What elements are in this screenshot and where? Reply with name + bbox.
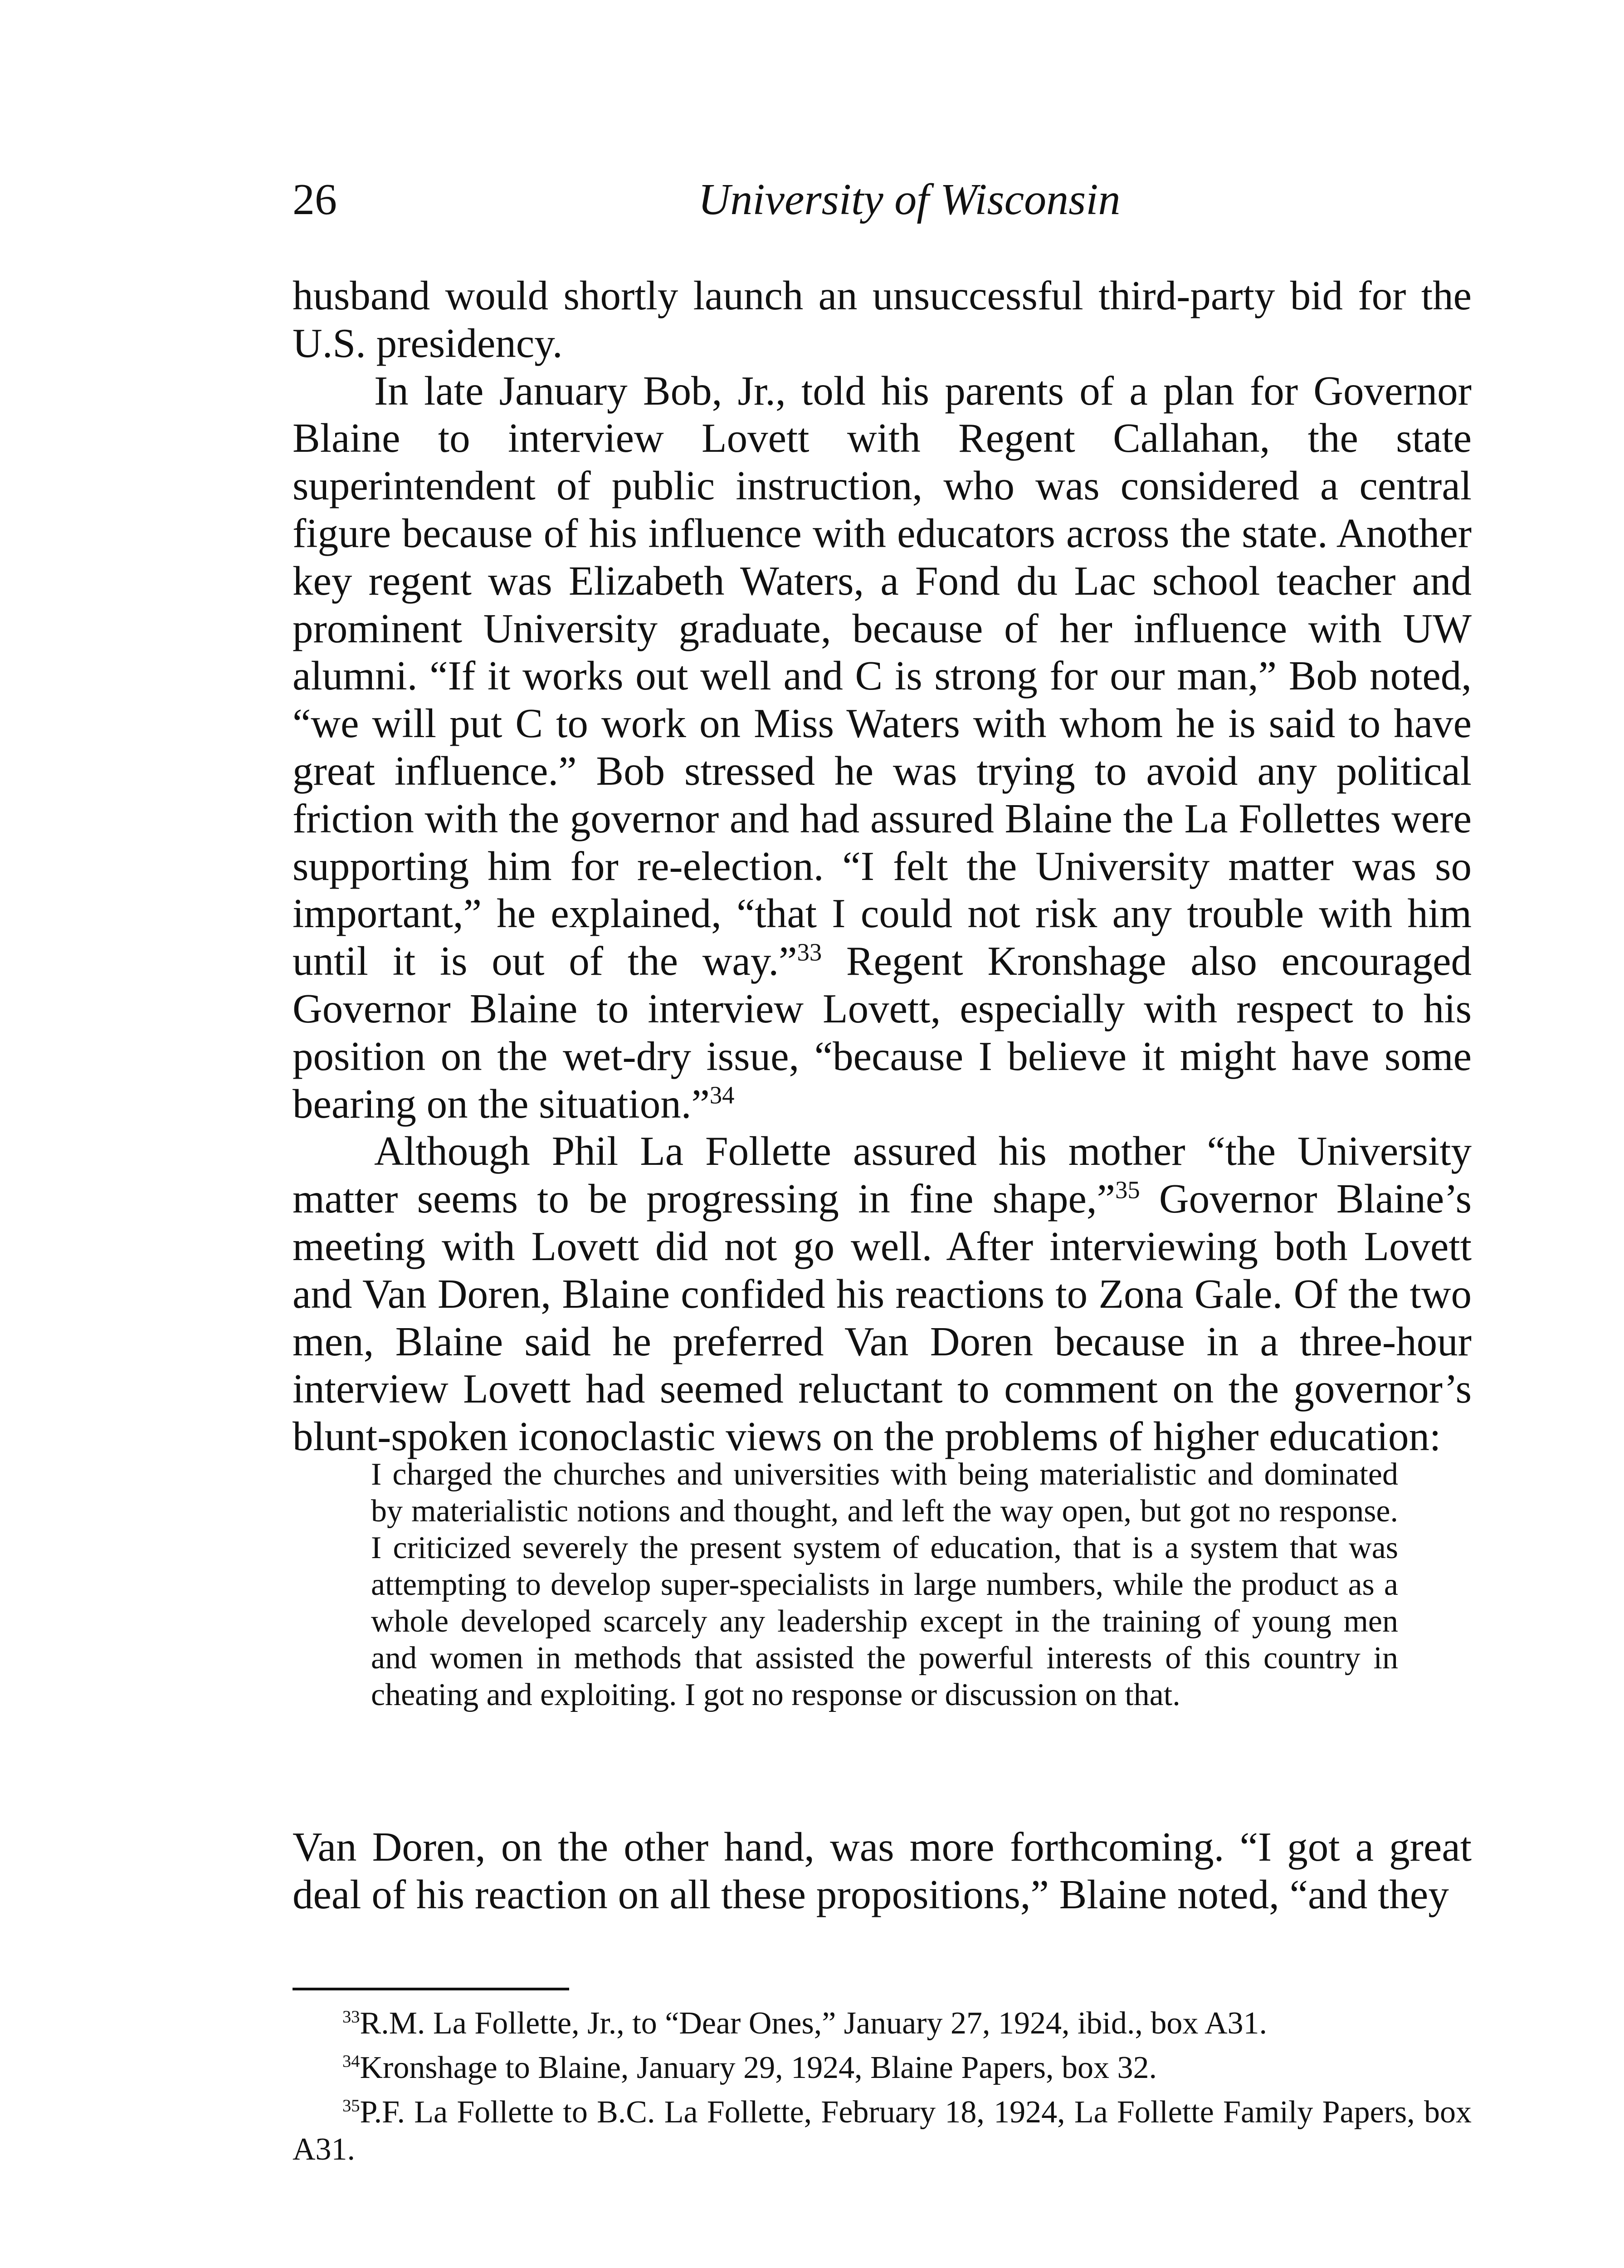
paragraph-1 (293, 272, 1472, 367)
paragraph-1-text: husband would shortly launch an unsuccessful third-party bid for the U.S. presidency. (293, 273, 1472, 366)
running-head (293, 172, 1472, 236)
footnote-number: 35 (342, 2096, 360, 2116)
paragraph-3 (293, 1128, 1472, 1461)
footnote-number: 33 (342, 2007, 360, 2027)
paragraph-2-text-a: In late January Bob, Jr., told his parents of a plan for Governor Blaine to interview Lovett with Regent Callahan, the state superintendent of public instruction, who was considered a central figure because of his influence with educators across the state. Another key regent was Elizabeth Waters, a Fond du Lac school teacher and prominent University graduate, because of her influence with UW alumni. “If it works out well and C is strong for our man,” Bob noted, “we will put C to work on Miss Waters with whom he is said to have great influence.” Bob stressed he was trying to avoid any political friction with the governor and had assured Blaine the La Follettes were supporting him for re-election. “I felt the University matter was so important,” he explained, “that I could not risk any trouble with him until it is out of the way.” (293, 367, 1472, 984)
footnote-34 (293, 2049, 1472, 2087)
footnote-text: P.F. La Follette to B.C. La Follette, February 18, 1924, La Follette Family Papers, box A31. (293, 2095, 1472, 2167)
footnote-text: Kronshage to Blaine, January 29, 1924, Blaine Papers, box 32. (360, 2050, 1157, 2085)
footnotes (293, 2005, 1472, 2175)
running-title: University of Wisconsin (698, 175, 1121, 224)
footnote-rule (293, 1988, 569, 1990)
page-number: 26 (293, 175, 337, 224)
paragraph-2-text-b: Regent Kronshage also encouraged Governor Blaine to interview Lovett, especially with respect to his position on the wet-dry issue, “because I believe it might have some bearing on the situation.” (293, 938, 1472, 1127)
paragraph-3-text-a: Although Phil La Follette assured his mother “the University matter seems to be progressing in fine shape,” (293, 1128, 1472, 1222)
continuation-paragraph: Van Doren, on the other hand, was more forthcoming. “I got a great deal of his reaction on all these propositions,” Blaine noted, “and they (293, 1824, 1472, 1917)
footnote-ref-34: 34 (709, 1081, 735, 1109)
footnote-text: R.M. La Follette, Jr., to “Dear Ones,” January 27, 1924, ibid., box A31. (360, 2006, 1268, 2041)
footnote-35 (293, 2094, 1472, 2168)
body-text (293, 272, 1472, 1461)
footnote-number: 34 (342, 2052, 360, 2071)
paragraph-3-text-b: Governor Blaine’s meeting with Lovett did not go well. After interviewing both Lovett and Van Doren, Blaine confided his reactions to Zona Gale. Of the two men, Blaine said he preferred Van Doren because in a three-hour interview Lovett had seemed reluctant to comment on the governor’s blunt-spoken iconoclastic views on the problems of higher education: (293, 1176, 1472, 1460)
footnote-33 (293, 2005, 1472, 2042)
footnote-ref-35: 35 (1115, 1176, 1140, 1204)
footnote-ref-33: 33 (797, 938, 822, 966)
block-quote: I charged the churches and universities with being materialistic and dominated by materialistic notions and thought, and left the way open, but got no response. I criticized severely the present system of education, that is a system that was attempting to develop super-specialists in large numbers, while the product as a whole developed scarcely any leadership except in the training of young men and women in methods that assisted the powerful interests of this country in cheating and exploiting. I got no response or discussion on that. (371, 1457, 1398, 1712)
paragraph-2 (293, 367, 1472, 1128)
